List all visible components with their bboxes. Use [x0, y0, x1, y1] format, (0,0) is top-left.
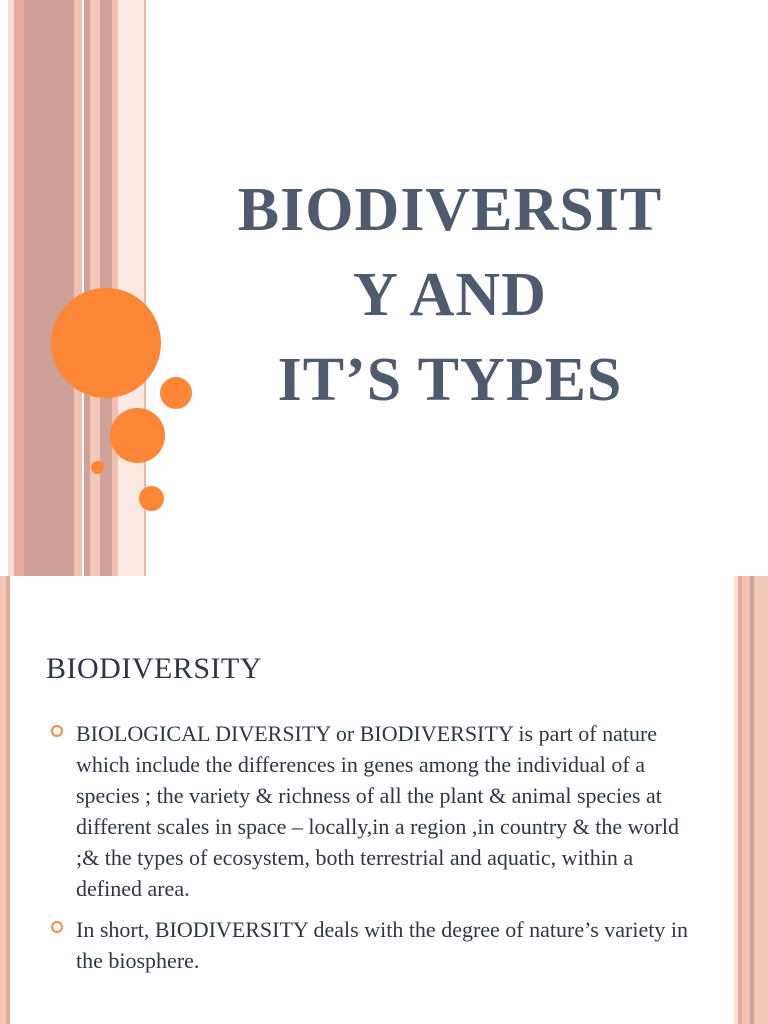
bullet-text: BIOLOGICAL DIVERSITY or BIODIVERSITY is part of nature which include the differences in genes among the individual of a species ; the variety & richness of all the plant & animal species at different scales in space – locally,in a region ,in country & the world ;& the types of ecosystem, both terrestrial and aquatic, within a defined area. [76, 721, 679, 901]
decor-circle-small [160, 377, 192, 409]
decor-circle-small [139, 486, 164, 511]
decor-stripe [6, 576, 10, 1024]
decor-stripe [74, 0, 82, 576]
content-slide [0, 576, 768, 1024]
decor-circle-tiny [91, 461, 104, 474]
bullet-text: In short, BIODIVERSITY deals with the degree of nature’s variety in the biosphere. [76, 917, 688, 973]
decor-stripe [754, 576, 768, 1024]
slide-heading: BIODIVERSITY [46, 652, 262, 685]
title-line: BIODIVERSIT [237, 176, 663, 244]
title-line: IT’S TYPES [277, 346, 623, 414]
decor-circle-medium [110, 408, 165, 463]
list-item [48, 718, 688, 904]
title-line: Y AND [353, 261, 547, 329]
bullet-circle-icon [51, 725, 63, 737]
slide-title [196, 168, 704, 423]
list-item [48, 914, 688, 976]
decor-circle-large [51, 288, 161, 398]
decor-stripe [118, 0, 144, 576]
decor-stripe [14, 0, 24, 576]
bullet-list [48, 718, 688, 986]
decor-stripe [24, 0, 74, 576]
bullet-circle-icon [51, 921, 63, 933]
decor-stripe [742, 576, 750, 1024]
